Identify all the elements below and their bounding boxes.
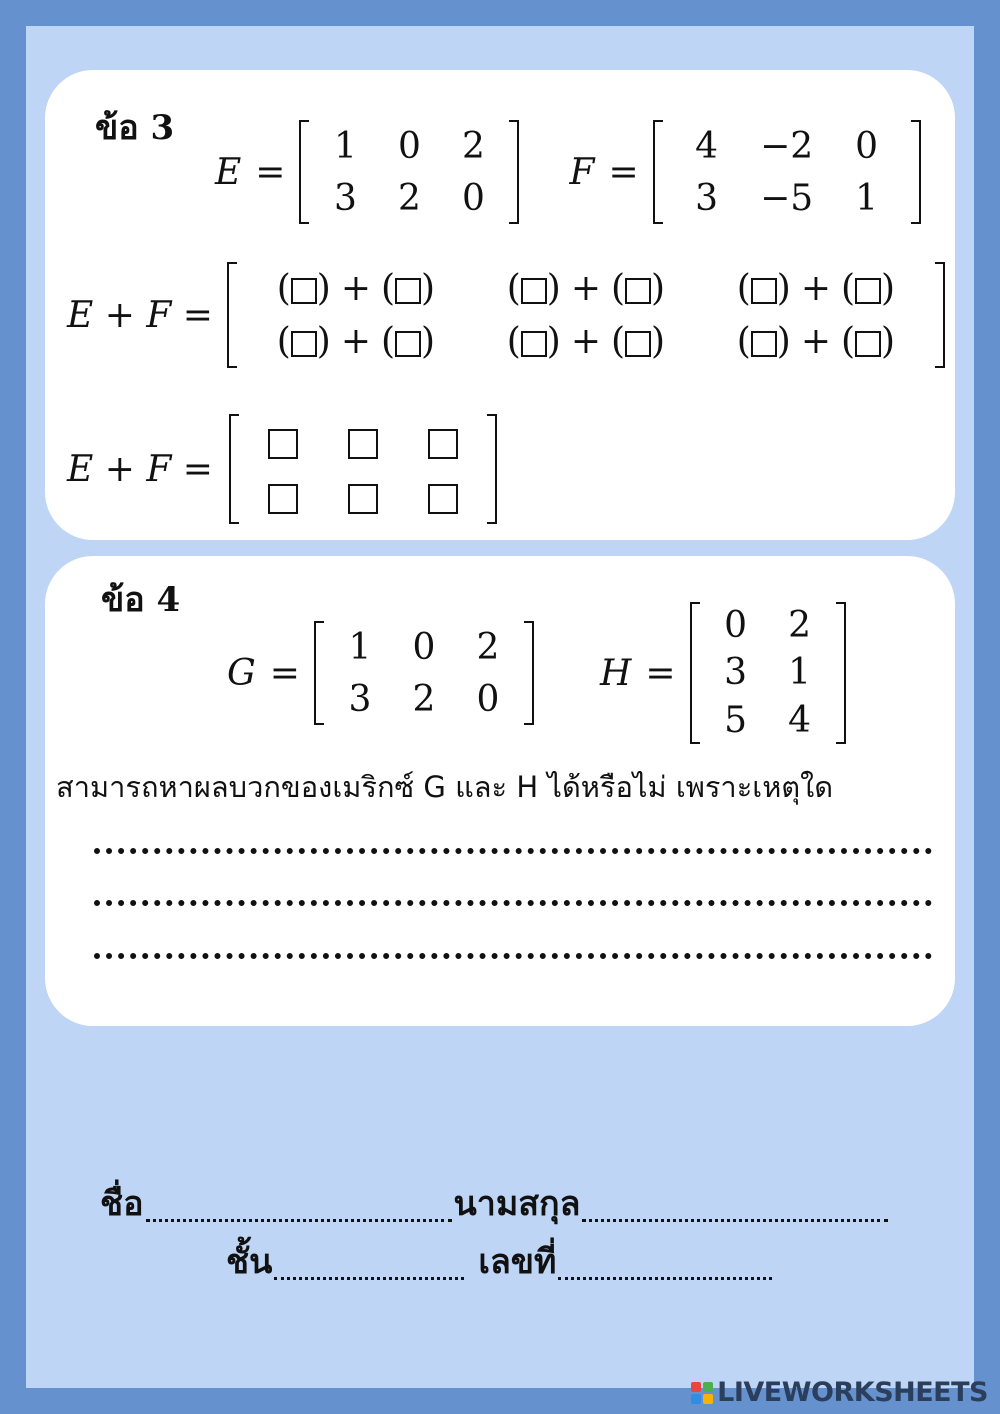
matrix-e-cell: 2 <box>398 177 421 219</box>
matrix-h-cell: 5 <box>724 699 747 741</box>
surname-label: นามสกุล <box>453 1184 581 1224</box>
answer-box[interactable] <box>395 331 421 357</box>
matrix-h <box>690 602 846 744</box>
surname-field[interactable] <box>582 1219 888 1222</box>
liveworksheets-mark-icon <box>691 1382 713 1404</box>
answer-box[interactable] <box>268 484 298 514</box>
name-label: ชื่อ <box>100 1184 144 1224</box>
sum-expansion-cell: ( ) + ( ) <box>506 321 666 362</box>
answer-box[interactable] <box>291 331 317 357</box>
matrix-f-cell: −2 <box>760 125 814 167</box>
equals-sign: = <box>269 652 300 694</box>
answer-box[interactable] <box>428 429 458 459</box>
name-field[interactable] <box>146 1219 452 1222</box>
matrix-h-cell: 3 <box>724 652 747 694</box>
class-field[interactable] <box>274 1277 464 1280</box>
answer-box[interactable] <box>625 331 651 357</box>
class-row <box>226 1234 774 1288</box>
matrix-g-cell: 0 <box>476 678 500 720</box>
matrix-e-cell: 3 <box>334 177 357 219</box>
matrix-h-cell: 2 <box>788 605 811 647</box>
sum-lhs: E + F = <box>67 294 213 336</box>
number-field[interactable] <box>558 1277 772 1280</box>
matrix-g-name: G <box>227 652 256 694</box>
question-4-text: สามารถหาผลบวกของเมริกซ์ G และ H ได้หรือไม่ เพราะเหตุใด <box>56 770 834 804</box>
sum-result-lhs: E + F = <box>67 448 213 490</box>
matrix-g-cell: 2 <box>412 678 436 720</box>
sum-result-cell <box>323 469 403 524</box>
matrix-h-cell: 1 <box>788 652 811 694</box>
matrix-g-cell: 3 <box>348 678 372 720</box>
sum-expansion-matrix <box>227 262 945 368</box>
equals-sign: = <box>645 652 676 694</box>
sum-expansion-expression <box>67 262 945 368</box>
matrix-e-name: E <box>215 151 242 193</box>
sum-result-expression <box>67 414 497 524</box>
answer-box[interactable] <box>395 278 421 304</box>
sum-expansion-cell: ( ) + ( ) <box>276 321 436 362</box>
sum-expansion-cell: ( ) + ( ) <box>506 268 666 309</box>
question-4-label: ข้อ 4 <box>101 580 181 620</box>
matrix-g <box>314 621 534 725</box>
sum-result-cell <box>403 469 483 524</box>
number-label: เลขที่ <box>478 1242 557 1282</box>
answer-box[interactable] <box>751 331 777 357</box>
sum-result-cell <box>323 414 403 469</box>
matrix-e-cell: 0 <box>462 177 485 219</box>
answer-box[interactable] <box>291 278 317 304</box>
answer-box[interactable] <box>348 484 378 514</box>
matrix-g-cell: 1 <box>348 626 372 668</box>
answer-line-2[interactable] <box>94 900 932 906</box>
sum-result-cell <box>243 469 323 524</box>
matrix-e <box>299 120 519 224</box>
answer-box[interactable] <box>521 331 547 357</box>
matrix-h-cell: 0 <box>724 605 747 647</box>
sum-result-matrix <box>229 414 497 524</box>
sum-expansion-cell: ( ) + ( ) <box>736 268 896 309</box>
answer-line-3[interactable] <box>94 953 932 959</box>
matrix-g-cell: 0 <box>412 626 436 668</box>
matrix-e-cell: 1 <box>334 125 357 167</box>
answer-box[interactable] <box>855 331 881 357</box>
answer-box[interactable] <box>625 278 651 304</box>
matrix-e-definition <box>215 120 921 224</box>
answer-box[interactable] <box>268 429 298 459</box>
question-3-label: ข้อ 3 <box>95 108 175 148</box>
matrix-f-cell: 1 <box>855 177 879 219</box>
matrices-g-h-definition <box>227 602 846 744</box>
answer-line-1[interactable] <box>94 848 932 854</box>
matrix-f-cell: 3 <box>695 177 719 219</box>
answer-box[interactable] <box>428 484 458 514</box>
matrix-f-cell: −5 <box>760 177 814 219</box>
logo-text: LIVEWORKSHEETS <box>717 1377 988 1408</box>
sum-result-cell <box>243 414 323 469</box>
matrix-e-cell: 2 <box>462 125 485 167</box>
answer-box[interactable] <box>751 278 777 304</box>
matrix-f-cell: 0 <box>855 125 879 167</box>
matrix-h-name: H <box>599 652 632 694</box>
answer-box[interactable] <box>348 429 378 459</box>
matrix-f-name: F <box>569 151 595 193</box>
liveworksheets-logo <box>691 1377 988 1408</box>
matrix-f <box>653 120 921 224</box>
class-label: ชั้น <box>226 1242 273 1282</box>
answer-box[interactable] <box>521 278 547 304</box>
question-3-card <box>45 70 955 540</box>
matrix-e-cell: 0 <box>398 125 421 167</box>
equals-sign: = <box>608 151 639 193</box>
name-row <box>100 1176 890 1230</box>
matrix-f-cell: 4 <box>695 125 719 167</box>
matrix-h-cell: 4 <box>788 699 811 741</box>
matrix-g-cell: 2 <box>476 626 500 668</box>
sum-expansion-cell: ( ) + ( ) <box>736 321 896 362</box>
sum-expansion-cell: ( ) + ( ) <box>276 268 436 309</box>
answer-box[interactable] <box>855 278 881 304</box>
equals-sign: = <box>255 151 286 193</box>
sum-result-cell <box>403 414 483 469</box>
